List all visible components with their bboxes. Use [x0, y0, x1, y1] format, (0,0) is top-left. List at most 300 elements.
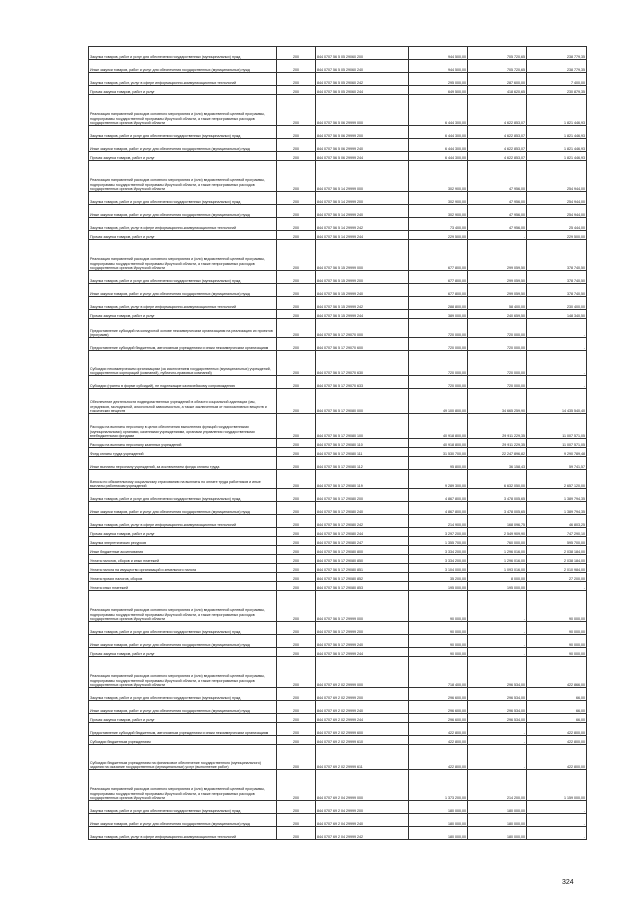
row-approved-cell: 40 918 800,00 [409, 414, 468, 439]
row-executed-cell: 296 534,00 [468, 701, 527, 714]
row-code-cell: 844 0707 56 5 17 29080 853 [316, 582, 409, 591]
row-unexecuted-cell: 2 038 184,00 [527, 555, 587, 564]
table-row [89, 635, 587, 648]
row-executed-cell: 34 665 259,90 [468, 389, 527, 414]
table-row [89, 95, 587, 126]
row-kvr-cell: 200 [277, 635, 316, 648]
row-name-cell: Субсидии (гранты в форме субсидий), не подлежащие казначейскому сопровождению [89, 376, 277, 389]
table-row [89, 489, 587, 502]
row-approved-cell: 214 900,00 [409, 515, 468, 528]
row-executed-cell: 705 720,65 [468, 47, 527, 60]
row-approved-cell: 718 400,00 [409, 657, 468, 688]
row-executed-cell: 296 534,00 [468, 657, 527, 688]
row-approved-cell: 296 600,00 [409, 688, 468, 701]
row-code-cell: 844 0707 69 2 04 29999 000 [316, 770, 409, 801]
row-name-cell: Иные выплаты персоналу учреждений, за исключением фонда оплаты труда [89, 457, 277, 470]
row-name-cell: Предоставление субсидий на конкурсной основе некоммерческим организациям на реализацию их проектов (программ) [89, 319, 277, 338]
table-row [89, 457, 587, 470]
row-executed-cell: 29 911 229,35 [468, 439, 527, 448]
table-row [89, 139, 587, 152]
row-code-cell: 844 0707 69 2 02 29999 244 [316, 714, 409, 723]
row-name-cell: Закупка товаров, работ и услуг для обеспечения государственных (муниципальных) нужд [89, 489, 277, 502]
table-row [89, 736, 587, 745]
row-unexecuted-cell: 422 800,00 [527, 723, 587, 736]
row-kvr-cell: 200 [277, 86, 316, 95]
row-name-cell: Иные бюджетные ассигнования [89, 546, 277, 555]
row-approved-cell: 6 444 300,00 [409, 152, 468, 161]
row-unexecuted-cell: 422 800,00 [527, 745, 587, 770]
table-row [89, 622, 587, 635]
row-executed-cell: 29 911 229,35 [468, 414, 527, 439]
row-approved-cell: 6 444 300,00 [409, 126, 468, 139]
row-name-cell: Реализация направлений расходов основного мероприятия и (или) ведомственной целевой программы, подпрограммы государственной программы Иркутской области, а также непрограммных расходов государственных органов Иркутской области [89, 95, 277, 126]
row-kvr-cell: 200 [277, 657, 316, 688]
row-executed-cell: - [468, 723, 527, 736]
row-unexecuted-cell: 66,00 [527, 688, 587, 701]
row-unexecuted-cell: 254 944,00 [527, 205, 587, 218]
row-approved-cell: 90 000,00 [409, 622, 468, 635]
row-code-cell: 844 0707 56 5 06 29999 240 [316, 139, 409, 152]
table-row [89, 591, 587, 622]
row-unexecuted-cell: - [527, 351, 587, 376]
row-kvr-cell: 200 [277, 73, 316, 86]
row-unexecuted-cell: - [527, 319, 587, 338]
row-name-cell: Предоставление субсидий бюджетным, автономным учреждениям и иным некоммерческим организациям [89, 338, 277, 351]
row-kvr-cell: 200 [277, 152, 316, 161]
row-kvr-cell: 200 [277, 439, 316, 448]
row-code-cell: 844 0707 56 5 17 29070 600 [316, 338, 409, 351]
row-code-cell: 844 0707 56 5 06 29999 244 [316, 152, 409, 161]
row-code-cell: 844 0707 56 5 17 29080 111 [316, 448, 409, 457]
row-code-cell: 844 0707 69 2 02 29999 240 [316, 701, 409, 714]
row-unexecuted-cell: 2 657 120,00 [527, 470, 587, 489]
row-kvr-cell: 200 [277, 546, 316, 555]
row-name-cell: Прочая закупка товаров, работ и услуг [89, 231, 277, 240]
row-approved-cell: 4 867 800,00 [409, 489, 468, 502]
row-executed-cell: 47 956,00 [468, 205, 527, 218]
row-code-cell: 844 0707 56 5 05 29060 244 [316, 86, 409, 95]
row-executed-cell: 214 200,00 [468, 770, 527, 801]
row-unexecuted-cell: 422 800,00 [527, 736, 587, 745]
row-name-cell: Уплата иных платежей [89, 582, 277, 591]
row-code-cell: 844 0707 56 5 17 29080 247 [316, 537, 409, 546]
row-name-cell: Субсидии некоммерческим организациям (за исключением государственных (муниципальных) учреждений, государственных корпораций (компаний), публично-правовых компаний) [89, 351, 277, 376]
row-name-cell: Иные закупки товаров, работ и услуг для обеспечения государственных (муниципальных) нужд [89, 60, 277, 73]
row-kvr-cell: 200 [277, 457, 316, 470]
row-code-cell: 844 0707 56 5 17 29999 000 [316, 591, 409, 622]
row-code-cell: 844 0707 56 5 17 29999 244 [316, 648, 409, 657]
row-unexecuted-cell: 378 740,50 [527, 240, 587, 271]
row-unexecuted-cell: 90 000,00 [527, 622, 587, 635]
row-code-cell: 844 0707 69 2 02 29999 610 [316, 736, 409, 745]
table-row [89, 284, 587, 297]
row-code-cell: 844 0707 56 5 14 29999 242 [316, 218, 409, 231]
row-kvr-cell: 200 [277, 714, 316, 723]
row-executed-cell: - [468, 231, 527, 240]
row-name-cell: Иные закупки товаров, работ и услуг для обеспечения государственных (муниципальных) нужд [89, 502, 277, 515]
table-row [89, 319, 587, 338]
table-row [89, 271, 587, 284]
row-approved-cell: 9 289 300,00 [409, 470, 468, 489]
row-kvr-cell: 200 [277, 814, 316, 827]
row-code-cell: 844 0707 56 5 17 29999 240 [316, 635, 409, 648]
row-code-cell: 844 0707 56 5 17 29080 112 [316, 457, 409, 470]
row-executed-cell: - [468, 648, 527, 657]
row-approved-cell: 6 444 300,00 [409, 95, 468, 126]
row-executed-cell: 1 296 016,00 [468, 555, 527, 564]
table-row [89, 86, 587, 95]
row-code-cell: 844 0707 56 5 17 29080 110 [316, 439, 409, 448]
table-row [89, 351, 587, 376]
budget-execution-table [88, 46, 587, 840]
row-executed-cell: 4 622 853,07 [468, 139, 527, 152]
row-unexecuted-cell: 230 879,35 [527, 86, 587, 95]
row-approved-cell: 422 800,00 [409, 745, 468, 770]
row-executed-cell: 180 000,00 [468, 814, 527, 827]
row-unexecuted-cell: 14 435 540,40 [527, 389, 587, 414]
row-unexecuted-cell: 1 821 446,93 [527, 139, 587, 152]
row-executed-cell: 6 632 050,00 [468, 470, 527, 489]
row-approved-cell: 302 900,00 [409, 192, 468, 205]
row-code-cell: 844 0707 56 5 15 29999 240 [316, 284, 409, 297]
row-name-cell: Закупка товаров, работ, услуг в сфере информационно-коммуникационных технологий [89, 73, 277, 86]
row-unexecuted-cell: 25 444,00 [527, 218, 587, 231]
row-kvr-cell: 200 [277, 591, 316, 622]
row-unexecuted-cell: 238 779,35 [527, 47, 587, 60]
row-unexecuted-cell: 378 740,50 [527, 271, 587, 284]
row-kvr-cell: 200 [277, 338, 316, 351]
row-unexecuted-cell: 2 010 984,00 [527, 564, 587, 573]
row-executed-cell: 720 000,00 [468, 351, 527, 376]
table-row [89, 470, 587, 489]
table-row [89, 414, 587, 439]
row-name-cell: Реализация направлений расходов основного мероприятия и (или) ведомственной целевой программы, подпрограммы государственной программы Иркутской области, а также непрограммных расходов государственных органов Иркутской области [89, 770, 277, 801]
table-row [89, 47, 587, 60]
row-name-cell: Закупка товаров, работ и услуг для обеспечения государственных (муниципальных) нужд [89, 622, 277, 635]
table-row [89, 448, 587, 457]
row-kvr-cell: 200 [277, 537, 316, 546]
row-kvr-cell: 200 [277, 582, 316, 591]
row-code-cell: 844 0707 56 5 15 29999 242 [316, 297, 409, 310]
row-executed-cell: 3 478 005,65 [468, 502, 527, 515]
table-row [89, 528, 587, 537]
row-code-cell: 844 0707 56 5 17 29070 630 [316, 351, 409, 376]
row-approved-cell: 90 000,00 [409, 648, 468, 657]
row-approved-cell: 302 900,00 [409, 161, 468, 192]
row-code-cell: 844 0707 56 5 14 29999 240 [316, 205, 409, 218]
row-unexecuted-cell: 1 389 794,35 [527, 502, 587, 515]
row-executed-cell: 36 158,43 [468, 457, 527, 470]
row-code-cell: 844 0707 56 5 17 29080 850 [316, 555, 409, 564]
row-code-cell: 844 0707 56 5 17 29080 119 [316, 470, 409, 489]
row-kvr-cell: 200 [277, 126, 316, 139]
table-row [89, 73, 587, 86]
row-kvr-cell: 200 [277, 688, 316, 701]
row-executed-cell: 705 720,65 [468, 60, 527, 73]
row-approved-cell: 3 104 000,00 [409, 564, 468, 573]
row-approved-cell: 35 200,00 [409, 573, 468, 582]
table-row [89, 688, 587, 701]
row-unexecuted-cell: 1 159 000,00 [527, 770, 587, 801]
row-name-cell: Реализация направлений расходов основного мероприятия и (или) ведомственной целевой программы, подпрограммы государственной программы Иркутской области, а также непрограммных расходов государственных органов Иркутской области [89, 240, 277, 271]
row-executed-cell: 299 059,50 [468, 240, 527, 271]
table-row [89, 502, 587, 515]
table-row [89, 657, 587, 688]
row-executed-cell: - [468, 736, 527, 745]
row-unexecuted-cell: 9 290 789,48 [527, 448, 587, 457]
row-approved-cell: 4 867 800,00 [409, 502, 468, 515]
row-name-cell: Уплата прочих налогов, сборов [89, 573, 277, 582]
row-approved-cell: 677 800,00 [409, 271, 468, 284]
row-kvr-cell: 200 [277, 310, 316, 319]
row-kvr-cell: 200 [277, 205, 316, 218]
row-kvr-cell: 200 [277, 555, 316, 564]
row-unexecuted-cell: 1 389 794,35 [527, 489, 587, 502]
row-approved-cell: 49 100 800,00 [409, 389, 468, 414]
row-kvr-cell: 200 [277, 528, 316, 537]
row-kvr-cell: 200 [277, 414, 316, 439]
row-kvr-cell: 200 [277, 297, 316, 310]
table-row [89, 205, 587, 218]
row-kvr-cell: 200 [277, 502, 316, 515]
row-executed-cell: 58 400,00 [468, 297, 527, 310]
row-unexecuted-cell: 7 400,00 [527, 73, 587, 86]
row-approved-cell: 720 000,00 [409, 376, 468, 389]
row-approved-cell: 1 373 200,00 [409, 770, 468, 801]
row-name-cell: Прочая закупка товаров, работ и услуг [89, 648, 277, 657]
table-row [89, 714, 587, 723]
row-approved-cell: 31 530 700,00 [409, 448, 468, 457]
row-kvr-cell: 200 [277, 389, 316, 414]
row-approved-cell: 180 000,00 [409, 827, 468, 840]
row-unexecuted-cell: - [527, 338, 587, 351]
row-approved-cell: 422 800,00 [409, 723, 468, 736]
row-executed-cell: - [468, 622, 527, 635]
row-executed-cell: 47 956,00 [468, 161, 527, 192]
row-kvr-cell: 200 [277, 736, 316, 745]
row-unexecuted-cell: 422 866,00 [527, 657, 587, 688]
row-approved-cell: 95 800,00 [409, 457, 468, 470]
row-name-cell: Прочая закупка товаров, работ и услуг [89, 528, 277, 537]
row-unexecuted-cell: 66,00 [527, 714, 587, 723]
row-code-cell: 844 0707 56 5 17 29080 852 [316, 573, 409, 582]
table-row [89, 537, 587, 546]
row-unexecuted-cell: 59 741,57 [527, 457, 587, 470]
row-unexecuted-cell: 1 821 446,93 [527, 152, 587, 161]
row-name-cell: Уплата налогов, сборов и иных платежей [89, 555, 277, 564]
row-code-cell: 844 0707 56 5 06 29999 200 [316, 126, 409, 139]
row-code-cell: 844 0707 69 2 04 29999 240 [316, 814, 409, 827]
row-unexecuted-cell: - [527, 801, 587, 814]
row-executed-cell: 4 622 853,07 [468, 95, 527, 126]
table-row [89, 126, 587, 139]
row-code-cell: 844 0707 69 2 02 29999 000 [316, 657, 409, 688]
row-unexecuted-cell: 238 779,35 [527, 60, 587, 73]
row-code-cell: 844 0707 56 5 14 29999 244 [316, 231, 409, 240]
row-kvr-cell: 200 [277, 515, 316, 528]
table-row [89, 240, 587, 271]
row-code-cell: 844 0707 56 5 05 29060 240 [316, 60, 409, 73]
table-row [89, 801, 587, 814]
row-executed-cell: 296 534,00 [468, 714, 527, 723]
row-kvr-cell: 200 [277, 827, 316, 840]
row-kvr-cell: 200 [277, 701, 316, 714]
row-name-cell: Расходы на выплаты персоналу в целях обеспечения выполнения функций государственными (муниципальными) органами, казенными учреждениями, органами управления государственными внебюджетными фондами [89, 414, 277, 439]
table-row [89, 60, 587, 73]
row-approved-cell: 180 000,00 [409, 801, 468, 814]
row-kvr-cell: 200 [277, 470, 316, 489]
row-unexecuted-cell: 11 007 571,05 [527, 439, 587, 448]
row-executed-cell: 195 000,00 [468, 582, 527, 591]
row-name-cell: Фонд оплаты труда учреждений [89, 448, 277, 457]
row-name-cell: Субсидии бюджетным учреждениям [89, 736, 277, 745]
row-kvr-cell: 200 [277, 240, 316, 271]
row-unexecuted-cell: 148 340,50 [527, 310, 587, 319]
row-executed-cell: 47 956,00 [468, 192, 527, 205]
row-code-cell: 844 0707 56 5 05 29060 200 [316, 47, 409, 60]
row-name-cell: Закупка товаров, работ и услуг для обеспечения государственных (муниципальных) нужд [89, 801, 277, 814]
row-executed-cell: 4 622 853,07 [468, 126, 527, 139]
row-kvr-cell: 200 [277, 448, 316, 457]
row-unexecuted-cell: 90 000,00 [527, 648, 587, 657]
row-approved-cell: 720 000,00 [409, 319, 468, 338]
row-kvr-cell: 200 [277, 47, 316, 60]
row-executed-cell: 418 620,65 [468, 86, 527, 95]
row-unexecuted-cell: 254 944,00 [527, 192, 587, 205]
row-code-cell: 844 0707 56 5 17 29080 100 [316, 414, 409, 439]
row-executed-cell: 47 956,00 [468, 218, 527, 231]
row-approved-cell: 180 000,00 [409, 814, 468, 827]
table-row [89, 648, 587, 657]
table-row [89, 745, 587, 770]
row-name-cell: Иные закупки товаров, работ и услуг для обеспечения государственных (муниципальных) нужд [89, 635, 277, 648]
row-approved-cell: 295 000,00 [409, 73, 468, 86]
row-executed-cell: 240 659,50 [468, 310, 527, 319]
table-row [89, 564, 587, 573]
table-row [89, 338, 587, 351]
row-executed-cell: 180 000,00 [468, 801, 527, 814]
row-name-cell: Закупка товаров, работ, услуг в сфере информационно-коммуникационных технологий [89, 297, 277, 310]
table-row [89, 701, 587, 714]
row-approved-cell: 296 600,00 [409, 701, 468, 714]
row-unexecuted-cell: 254 944,00 [527, 161, 587, 192]
table-row [89, 555, 587, 564]
row-approved-cell: 720 000,00 [409, 338, 468, 351]
row-kvr-cell: 200 [277, 622, 316, 635]
row-kvr-cell: 200 [277, 648, 316, 657]
row-unexecuted-cell: 46 803,25 [527, 515, 587, 528]
table-row [89, 723, 587, 736]
row-name-cell: Реализация направлений расходов основного мероприятия и (или) ведомственной целевой программы, подпрограммы государственной программы Иркутской области, а также непрограммных расходов государственных органов Иркутской области [89, 161, 277, 192]
row-executed-cell: 720 000,00 [468, 338, 527, 351]
row-code-cell: 844 0707 56 5 17 29080 244 [316, 528, 409, 537]
table-row [89, 218, 587, 231]
row-code-cell: 844 0707 56 5 17 29999 200 [316, 622, 409, 635]
row-code-cell: 844 0707 56 5 15 29999 000 [316, 240, 409, 271]
row-executed-cell: - [468, 591, 527, 622]
row-name-cell: Закупка товаров, работ, услуг в сфере информационно-коммуникационных технологий [89, 218, 277, 231]
row-approved-cell: 677 800,00 [409, 284, 468, 297]
row-approved-cell: 302 900,00 [409, 205, 468, 218]
row-name-cell: Иные закупки товаров, работ и услуг для обеспечения государственных (муниципальных) нужд [89, 284, 277, 297]
row-kvr-cell: 200 [277, 271, 316, 284]
table-row [89, 573, 587, 582]
row-code-cell: 844 0707 56 5 17 29070 000 [316, 319, 409, 338]
row-name-cell: Закупка энергетических ресурсов [89, 537, 277, 546]
row-approved-cell: 3 334 200,00 [409, 546, 468, 555]
row-kvr-cell: 200 [277, 60, 316, 73]
row-name-cell: Закупка товаров, работ и услуг для обеспечения государственных (муниципальных) нужд [89, 47, 277, 60]
row-unexecuted-cell: 747 290,10 [527, 528, 587, 537]
row-name-cell: Обеспечение деятельности подведомственных учреждений в области социальной адаптации (мы, отрядников, молодежной, алкогольной зависимостью, а также заключенным от психоактивных веществ и токсических веществ [89, 389, 277, 414]
row-name-cell: Закупка товаров, работ и услуг для обеспечения государственных (муниципальных) нужд [89, 126, 277, 139]
row-code-cell: 844 0707 69 2 02 29999 611 [316, 745, 409, 770]
row-name-cell: Прочая закупка товаров, работ и услуг [89, 86, 277, 95]
row-approved-cell: 389 000,00 [409, 310, 468, 319]
row-unexecuted-cell: 595 700,00 [527, 537, 587, 546]
row-unexecuted-cell: 90 000,00 [527, 591, 587, 622]
row-approved-cell: 422 800,00 [409, 736, 468, 745]
table-row [89, 546, 587, 555]
row-executed-cell: 720 000,00 [468, 376, 527, 389]
table-row [89, 310, 587, 319]
row-kvr-cell: 200 [277, 231, 316, 240]
row-unexecuted-cell: 1 821 446,93 [527, 126, 587, 139]
row-executed-cell: 2 549 909,90 [468, 528, 527, 537]
row-approved-cell: 944 500,00 [409, 60, 468, 73]
row-code-cell: 844 0707 56 5 14 29999 000 [316, 161, 409, 192]
row-kvr-cell: 200 [277, 284, 316, 297]
row-kvr-cell: 200 [277, 192, 316, 205]
row-kvr-cell: 200 [277, 564, 316, 573]
row-name-cell: Закупка товаров, работ и услуг для обеспечения государственных (муниципальных) нужд [89, 271, 277, 284]
row-name-cell: Взносы по обязательному социальному страхованию на выплаты по оплате труда работников и иные выплаты работникам учреждений [89, 470, 277, 489]
row-executed-cell: 287 600,00 [468, 73, 527, 86]
table-body [89, 47, 587, 840]
row-code-cell: 844 0707 56 5 17 29080 200 [316, 489, 409, 502]
table-row [89, 231, 587, 240]
row-approved-cell: 3 334 200,00 [409, 555, 468, 564]
row-unexecuted-cell: 90 000,00 [527, 635, 587, 648]
row-kvr-cell: 200 [277, 770, 316, 801]
row-kvr-cell: 200 [277, 723, 316, 736]
row-code-cell: 844 0707 56 5 14 29999 200 [316, 192, 409, 205]
row-name-cell: Уплата налога на имущество организаций и земельного налога [89, 564, 277, 573]
row-kvr-cell: 200 [277, 95, 316, 126]
row-executed-cell: 22 247 896,82 [468, 448, 527, 457]
row-code-cell: 844 0707 56 5 17 29080 851 [316, 564, 409, 573]
row-executed-cell: 1 296 016,00 [468, 546, 527, 555]
table-row [89, 814, 587, 827]
row-approved-cell: 195 000,00 [409, 582, 468, 591]
table-row [89, 192, 587, 205]
row-name-cell: Прочая закупка товаров, работ и услуг [89, 310, 277, 319]
row-code-cell: 844 0707 69 2 02 29999 600 [316, 723, 409, 736]
row-kvr-cell: 200 [277, 489, 316, 502]
row-executed-cell: 296 534,00 [468, 688, 527, 701]
row-unexecuted-cell: - [527, 827, 587, 840]
row-approved-cell: 90 000,00 [409, 635, 468, 648]
row-name-cell: Иные закупки товаров, работ и услуг для обеспечения государственных (муниципальных) нужд [89, 701, 277, 714]
row-approved-cell: 40 918 800,00 [409, 439, 468, 448]
row-approved-cell: 229 500,00 [409, 231, 468, 240]
row-code-cell: 844 0707 56 5 15 29999 200 [316, 271, 409, 284]
row-executed-cell: 8 000,00 [468, 573, 527, 582]
row-unexecuted-cell: 230 400,00 [527, 297, 587, 310]
row-kvr-cell: 200 [277, 139, 316, 152]
table-row [89, 161, 587, 192]
row-executed-cell: 720 000,00 [468, 319, 527, 338]
